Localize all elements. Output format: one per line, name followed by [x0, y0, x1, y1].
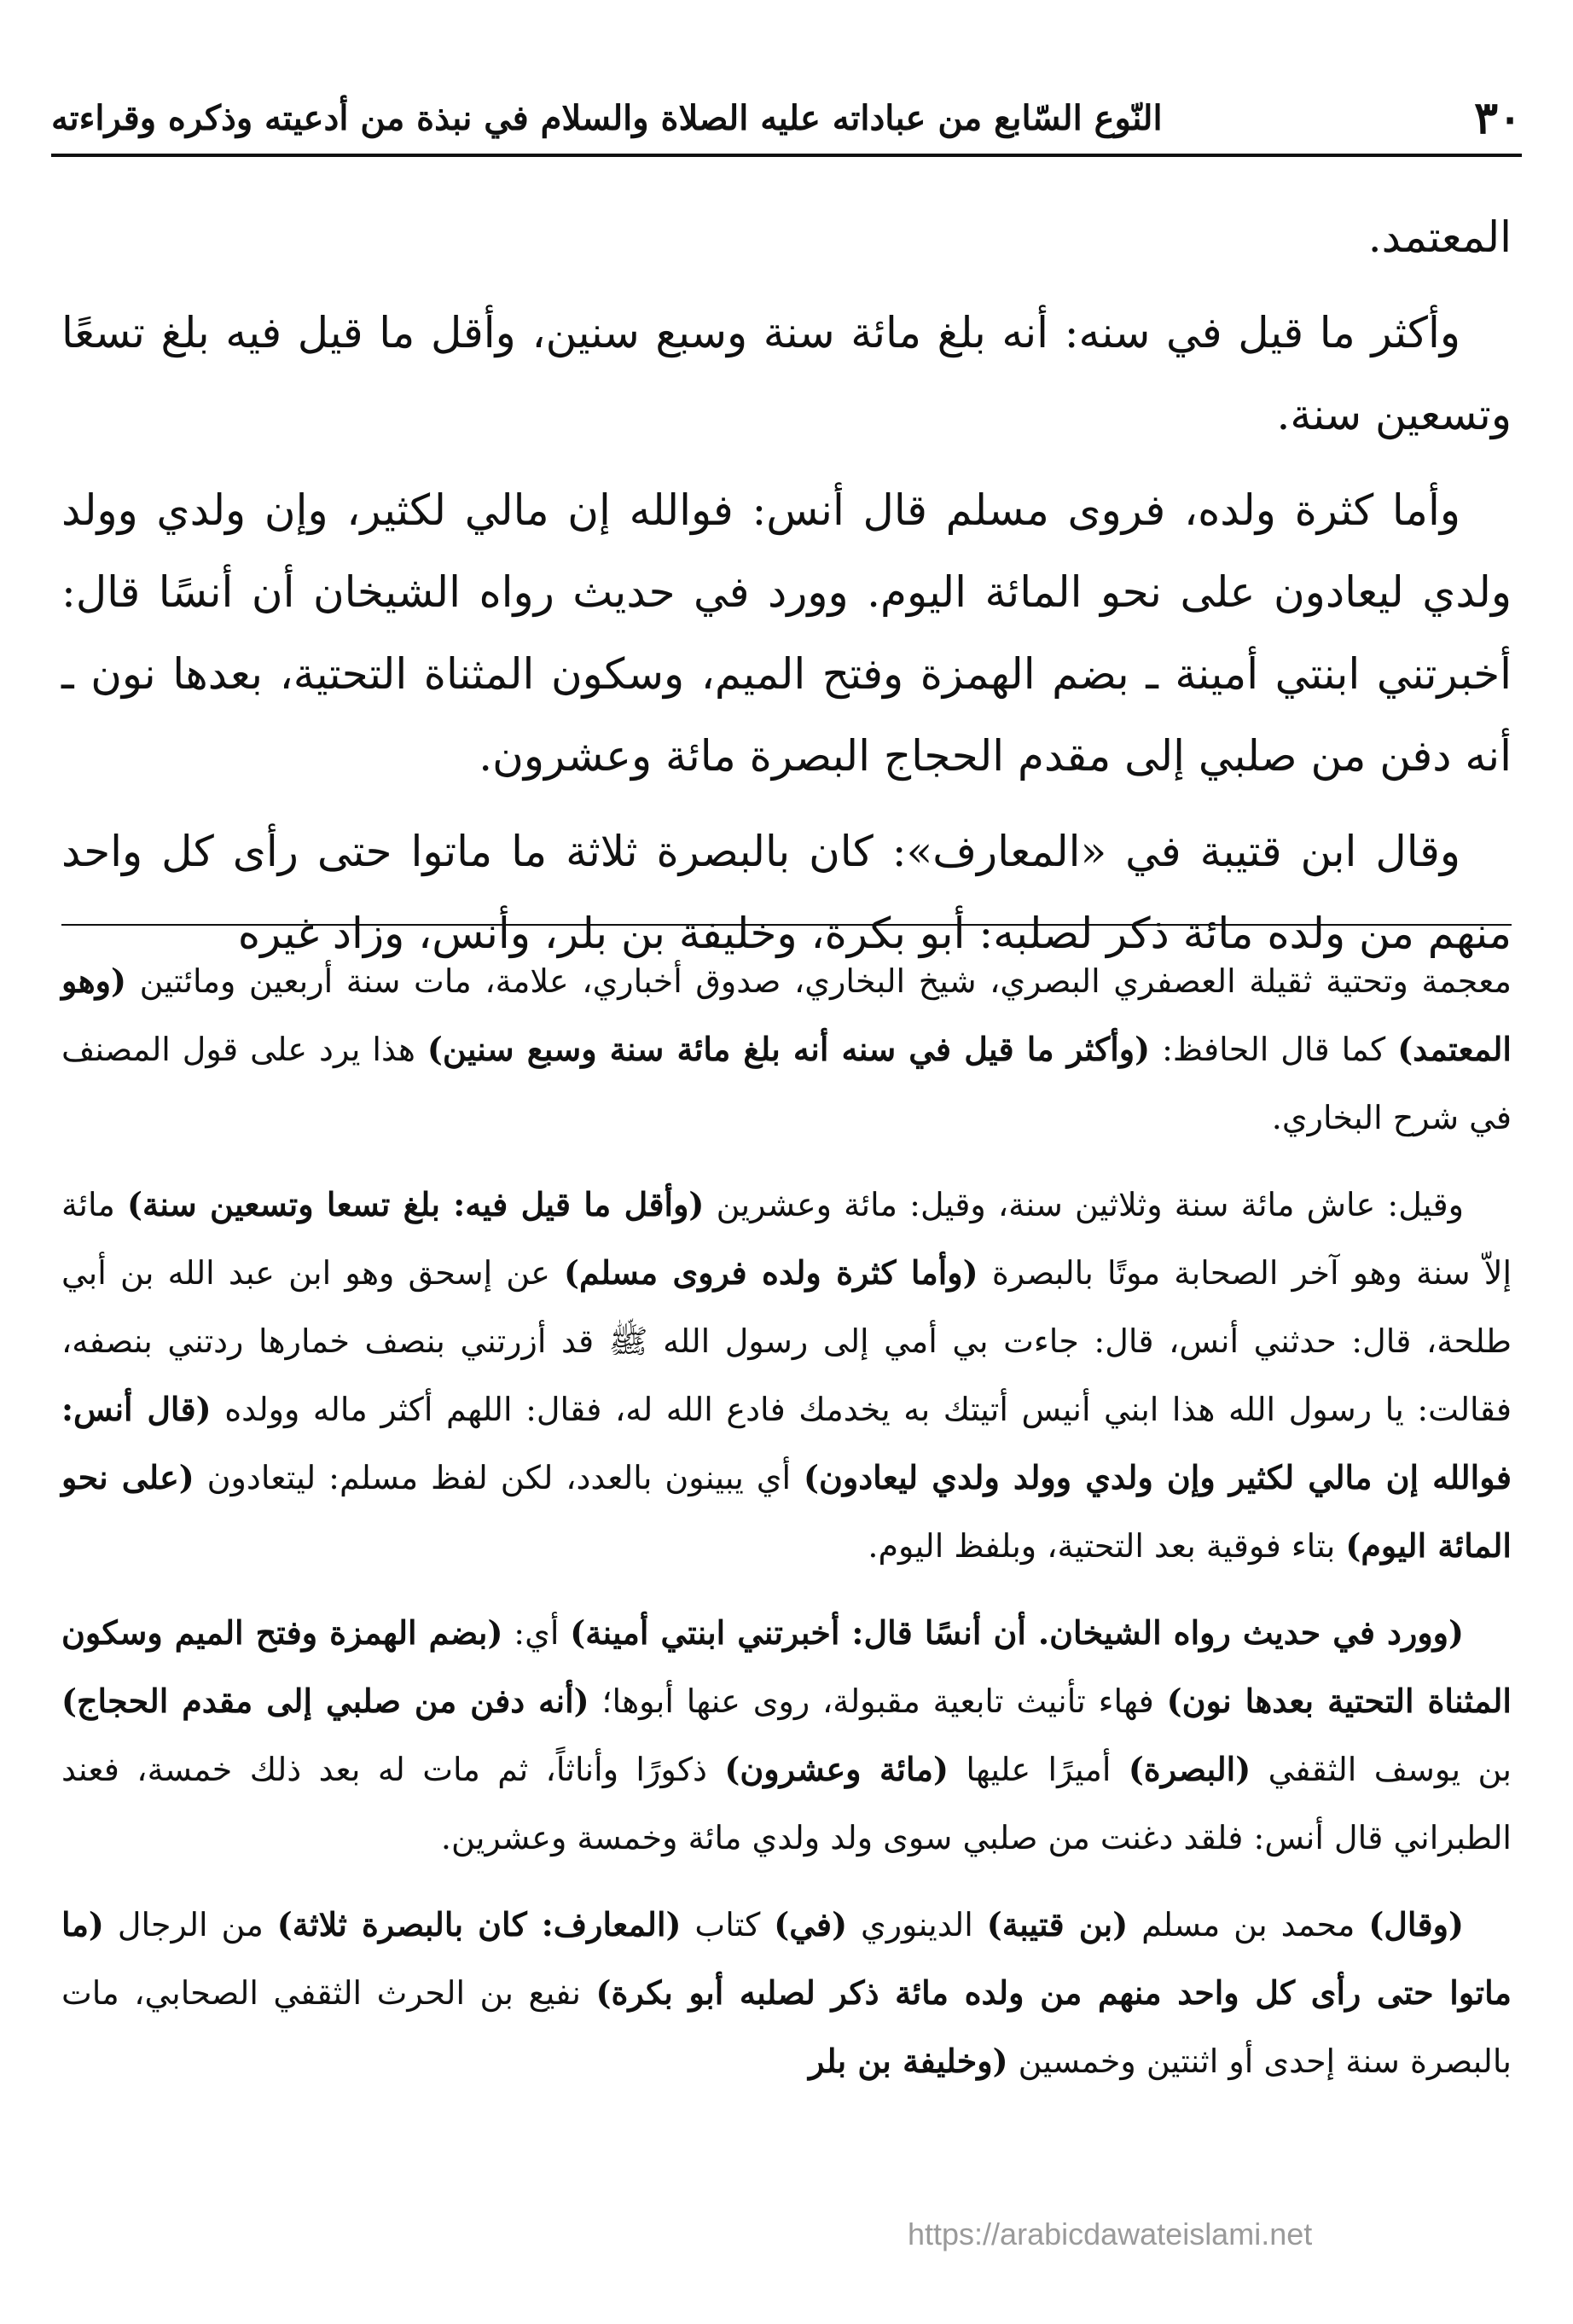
note-text: أي: — [502, 1614, 571, 1652]
note-quote: (وقال) — [1368, 1905, 1464, 1943]
note-text: فهاء تأنيث تابعية مقبولة، روى عنها أبوها؛ — [589, 1682, 1167, 1720]
main-paragraph-1: المعتمد. — [1367, 212, 1512, 262]
page-header — [51, 82, 1522, 157]
note-quote: (وأكثر ما قيل في سنه أنه بلغ مائة سنة وسبع سنين) — [427, 1030, 1151, 1068]
note-quote: (وورد في حديث رواه الشيخان. أن أنسًا قال: أخبرتني ابنتي أمينة) — [570, 1613, 1464, 1652]
main-paragraph-4: وقال ابن قتيبة في «المعارف»: كان بالبصرة ثلاثة ما ماتوا حتى رأى كل واحد منهم من ولده مائة ذكر لصلبه: أبو بكرة، وخليفة بن بلر، وأنس، وزاد غيره — [61, 827, 1512, 958]
note-quote: (المعارف: كان بالبصرة ثلاثة) — [276, 1905, 682, 1943]
note-text: مائة إلاّ سنة وهو آخر الصحابة موتًا بالبصرة — [61, 1186, 1512, 1292]
note-text: محمد بن مسلم — [1128, 1906, 1369, 1943]
note-quote: (وخليفة بن بلر — [809, 2042, 1008, 2080]
page-number: ٣٠ — [1474, 91, 1522, 144]
watermark-url: https://arabicdawateislami.net — [908, 2217, 1313, 2251]
note-quote: (وأقل ما قيل فيه: بلغ تسعا وتسعين سنة) — [127, 1185, 705, 1223]
note-text: معجمة وتحتية ثقيلة العصفري البصري، شيخ البخاري، صدوق أخباري، علامة، مات سنة أربعين ومائتين — [126, 962, 1512, 1000]
note-text: كتاب — [681, 1906, 775, 1943]
note-text: الدينوري — [847, 1906, 987, 1943]
note-quote: (بن قتيبة) — [986, 1905, 1129, 1943]
note-quote: (وأما كثرة ولده فروى مسلم) — [564, 1253, 978, 1292]
footnote-separator — [61, 924, 1512, 926]
main-text — [61, 196, 1512, 988]
note-quote: (البصرة) — [1128, 1750, 1251, 1788]
note-text: أميرًا عليها — [948, 1751, 1129, 1788]
note-quote: (ما ماتوا حتى رأى كل واحد منهم من ولده مائة ذكر لصلبه أبو بكرة) — [61, 1905, 1512, 2012]
note-text: هذا يرد على قول المصنف في شرح البخاري. — [61, 1031, 1512, 1136]
note-quote: (بضم الهمزة وفتح الميم وسكون المثناة التحتية بعدها نون) — [61, 1613, 1512, 1720]
note-text: من الرجال — [103, 1906, 277, 1943]
note-text: نفيع بن الحرث الثقفي الصحابي، مات بالبصرة سنة إحدى أو اثنتين وخمسين — [61, 1974, 1512, 2080]
note-text: عن إسحق وهو ابن عبد الله بن أبي طلحة، قال: حدثني أنس، قال: جاءت بي أمي إلى رسول الله ﷺ قد أزرتني بنصف خمارها ردتني بنصفه، فقالت: يا رسول الله هذا ابني أنيس أتيتك به يخدمك فادع الله له، فقال: اللهم أكثر ماله وولده — [61, 1254, 1512, 1428]
note-text: كما قال الحافظ: — [1150, 1031, 1398, 1068]
note-text: أي يبينون بالعدد، لكن لفظ مسلم: ليتعادون — [194, 1459, 804, 1496]
note-text: بتاء فوقية بعد التحتية، وبلفظ اليوم. — [868, 1527, 1346, 1565]
note-paragraph-3 — [61, 1599, 1512, 1872]
note-quote: (وهو المعتمد) — [61, 962, 1512, 1068]
note-quote: (مائة وعشرون) — [724, 1750, 949, 1788]
main-paragraph-3: وأما كثرة ولده، فروى مسلم قال أنس: فوالله إن مالي لكثير، وإن ولدي وولد ولدي ليعادون على نحو المائة اليوم. وورد في حديث رواه الشيخان أن أنسًا قال: أخبرتني ابنتي أمينة ـ بضم الهمزة وفتح الميم، وسكون المثناة التحتية، بعدها نون ـ أنه دفن من صلبي إلى مقدم الحجاج البصرة مائة وعشرون. — [61, 485, 1512, 781]
note-quote: (في) — [774, 1905, 848, 1943]
note-quote: (على نحو المائة اليوم) — [61, 1458, 1512, 1565]
note-quote: (أنه دفن من صلبي إلى مقدم الحجاج) — [61, 1682, 589, 1720]
note-paragraph-2 — [61, 1171, 1512, 1580]
note-quote: (قال أنس: فوالله إن مالي لكثير وإن ولدي وولد ولدي ليعادون) — [61, 1390, 1512, 1496]
running-title: النّوع السّابع من عباداته عليه الصلاة والسلام في نبذة من أدعيته وذكره وقراءته — [51, 97, 1163, 138]
note-text: بن يوسف الثقفي — [1251, 1751, 1512, 1788]
note-paragraph-1 — [61, 947, 1512, 1152]
commentary-notes — [61, 947, 1512, 2114]
note-text: ذكورًا وأناثاً، ثم مات له بعد ذلك خمسة، فعند الطبراني قال أنس: فلقد دغنت من صلبي سوى ولد ولدي مائة وخمسة وعشرين. — [61, 1751, 1512, 1856]
note-paragraph-4 — [61, 1891, 1512, 2095]
note-text: وقيل: عاش مائة سنة وثلاثين سنة، وقيل: مائة وعشرين — [704, 1186, 1464, 1223]
main-paragraph-2: وأكثر ما قيل في سنه: أنه بلغ مائة سنة وسبع سنين، وأقل ما قيل فيه بلغ تسعًا وتسعين سنة. — [61, 308, 1512, 439]
